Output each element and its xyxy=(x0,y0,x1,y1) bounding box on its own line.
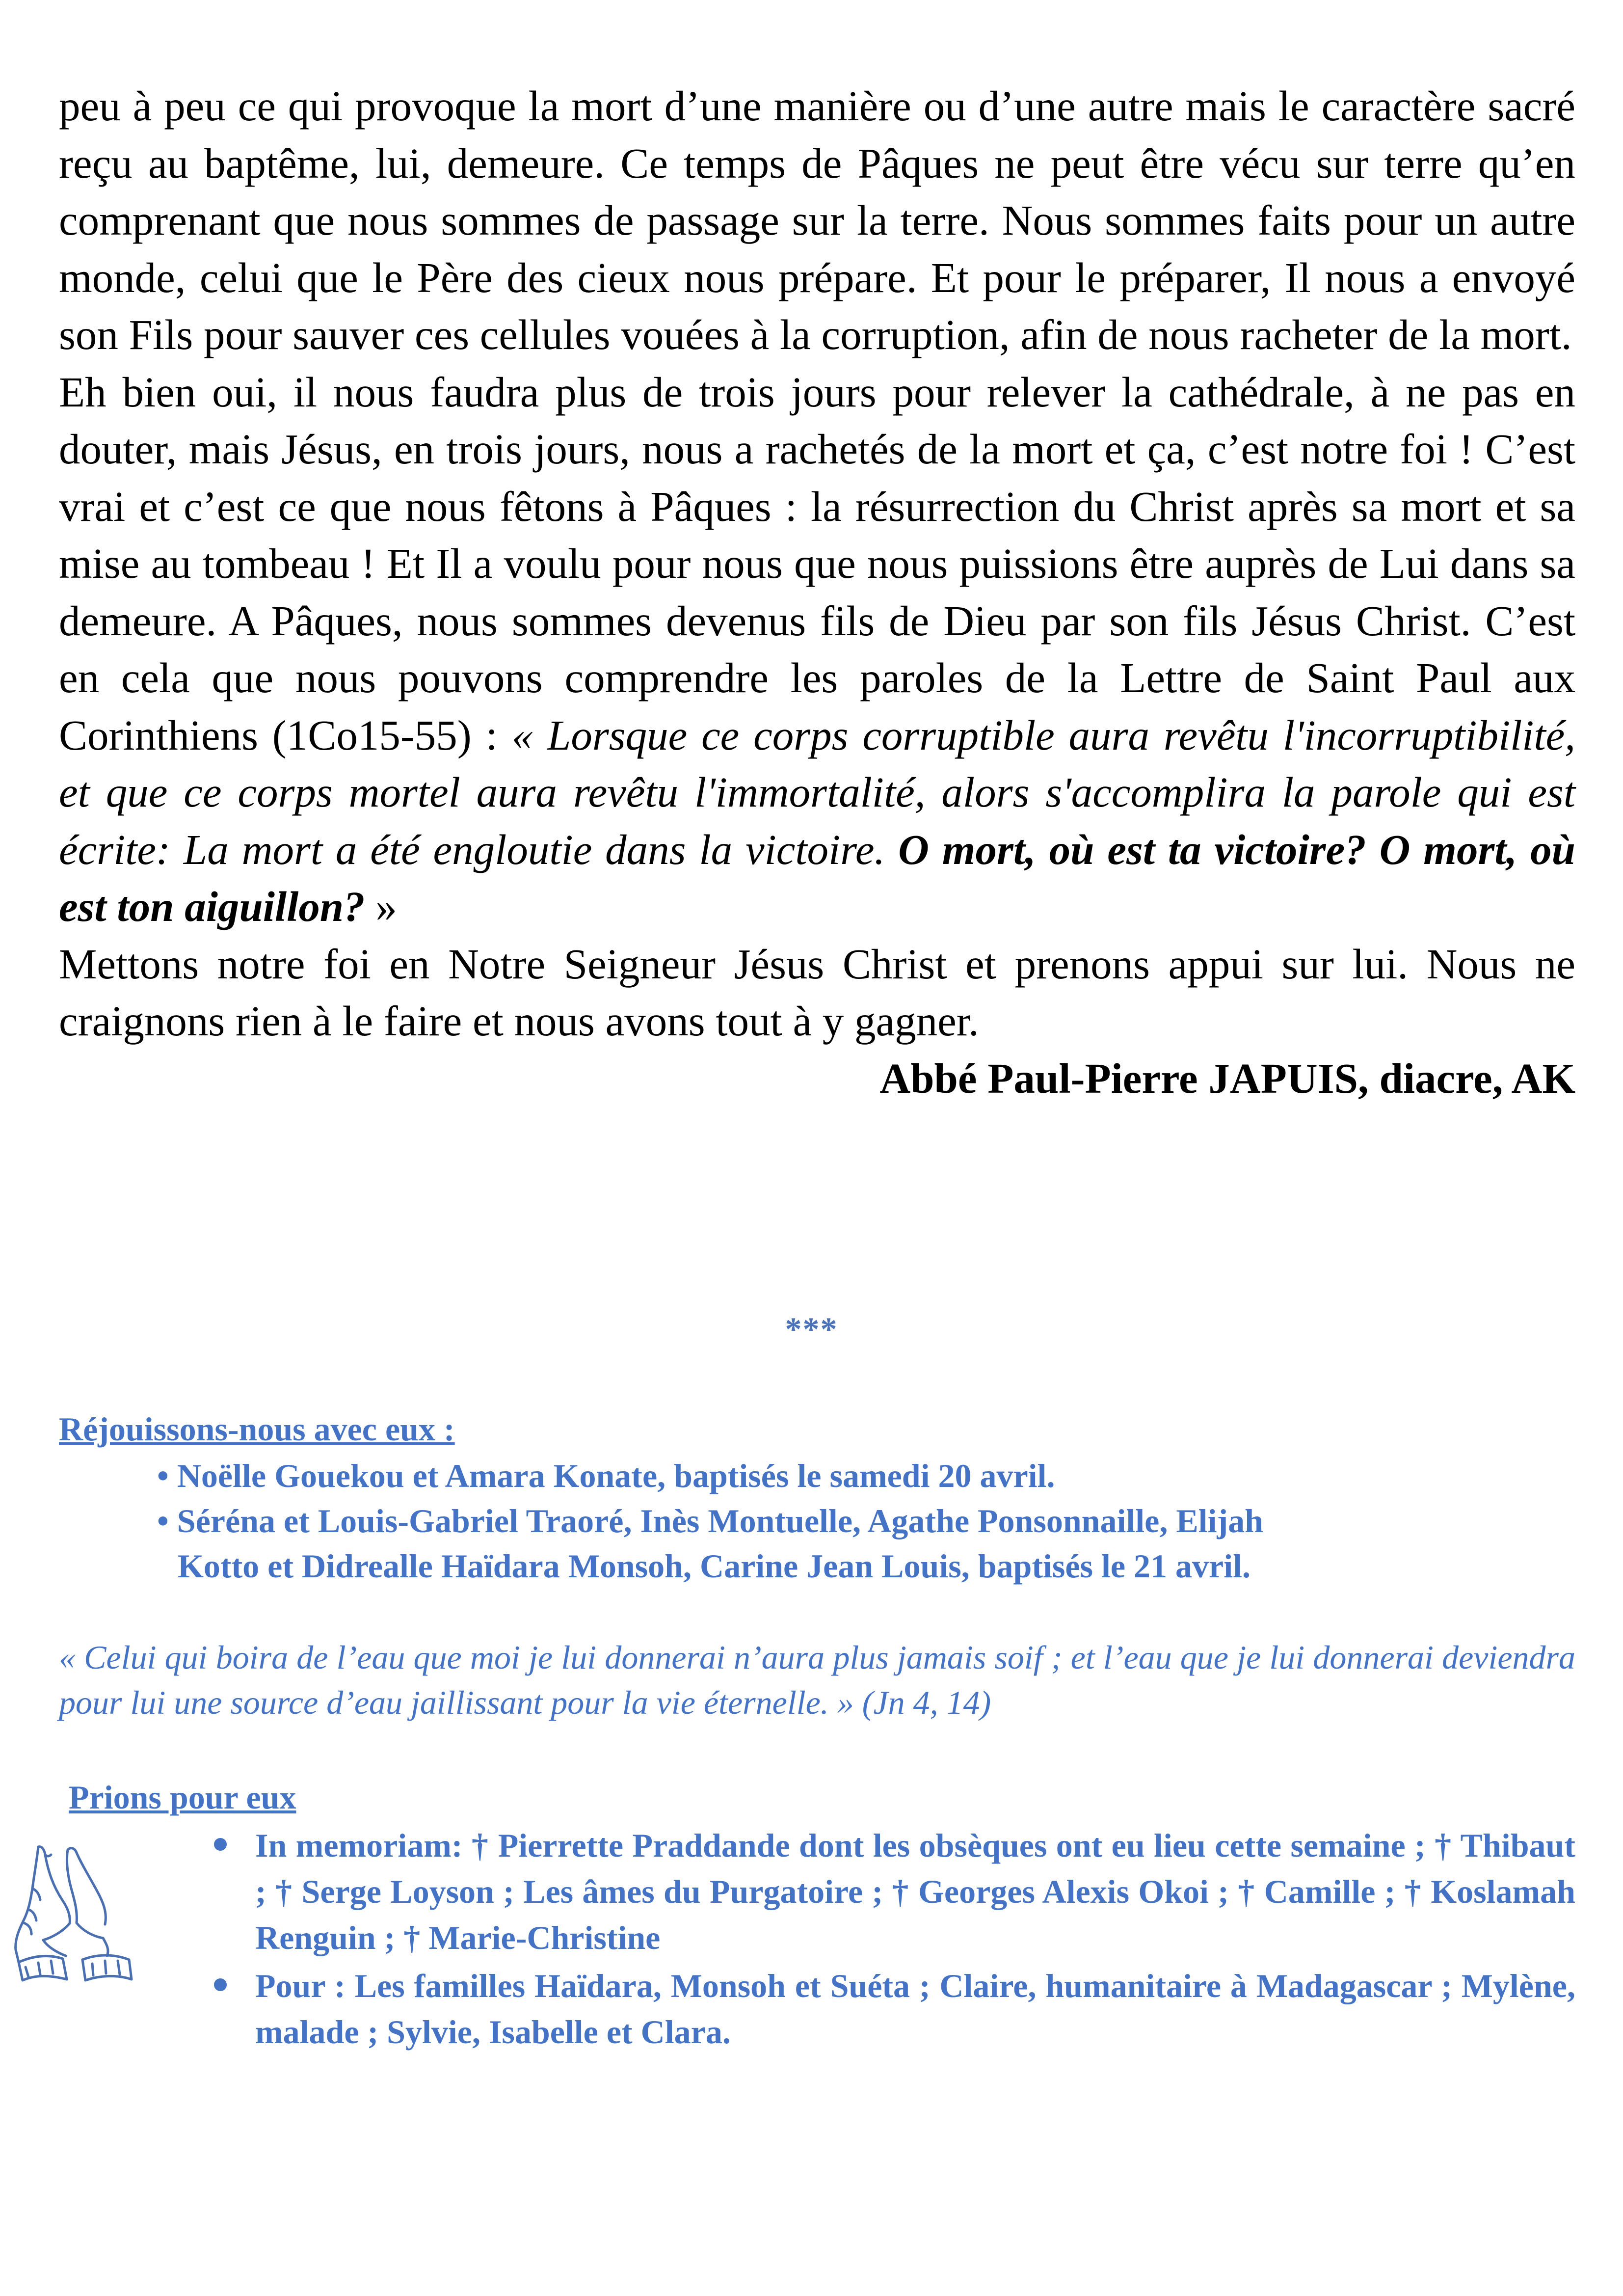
section-separator: *** xyxy=(785,1310,838,1348)
baptism-item xyxy=(157,1453,1521,1498)
article-paragraph-3: Mettons notre foi en Notre Seigneur Jésus Christ et prenons appui sur lui. Nous ne craignons rien à le faire et nous avons tout à y gagner. xyxy=(59,940,1575,1045)
baptism-list xyxy=(157,1453,1521,1589)
corinthians-quote-emphasis: O mort, où est ta victoire? O mort, où est ton aiguillon? xyxy=(59,825,1575,930)
quote-close: » xyxy=(365,883,397,930)
rejoice-heading: Réjouissons-nous avec eux : xyxy=(59,1410,455,1448)
author-signature: Abbé Paul-Pierre JAPUIS, diacre, AK xyxy=(879,1054,1575,1102)
prayer-item xyxy=(255,1963,1575,2055)
prayer-item xyxy=(255,1822,1575,1961)
article-body xyxy=(59,78,1575,1107)
prayer-item-text: Pour : Les familles Haïdara, Monsoh et Suéta ; Claire, humanitaire à Madagascar ; Mylène, malade ; Sylvie, Isabelle et Clara. xyxy=(255,1967,1575,2051)
bullet-icon xyxy=(214,1978,227,1991)
baptism-item-line: • Séréna et Louis-Gabriel Traoré, Inès Montuelle, Agathe Ponsonnaille, Elijah xyxy=(157,1502,1263,1540)
prayer-list xyxy=(255,1822,1575,2057)
article-paragraph-2 xyxy=(59,364,1575,936)
praying-hands-icon xyxy=(9,1827,141,1989)
baptism-item-line-continued: Kotto et Didrealle Haïdara Monsoh, Carine Jean Louis, baptisés le 21 avril. xyxy=(178,1547,1251,1585)
corinthians-quote: « Lorsque ce corps corruptible aura revêtu l'incorruptibilité, et que ce corps mortel aura revêtu l'immortalité, alors s'accomplira la parole qui est écrite: La mort a été engloutie dans la victoire. xyxy=(59,711,1575,873)
article-paragraph-2-text: Eh bien oui, il nous faudra plus de trois jours pour relever la cathédrale, à ne pas en douter, mais Jésus, en trois jours, nous a rachetés de la mort et ça, c’est notre foi ! C’est vrai et c’est ce que nous fêtons à Pâques : la résurrection du Christ après sa mort et sa mise au tombeau ! Et Il a voulu pour nous que nous puissions être auprès de Lui dans sa demeure. A Pâques, nous sommes devenus fils de Dieu par son fils Jésus Christ. C’est en cela que nous pouvons comprendre les paroles de la Lettre de Saint Paul aux Corinthiens (1Co15-55) : xyxy=(59,368,1575,759)
scripture-verse: « Celui qui boira de l’eau que moi je lui donnerai n’aura plus jamais soif ; et l’eau que je lui donnerai deviendra pour lui une source d’eau jaillissant pour la vie éternelle. » (Jn 4, 14) xyxy=(59,1639,1575,1721)
baptism-item-line: • Noëlle Gouekou et Amara Konate, baptisés le samedi 20 avril. xyxy=(157,1457,1055,1494)
baptism-item xyxy=(157,1498,1521,1589)
bullet-icon xyxy=(214,1838,227,1851)
pray-heading: Prions pour eux xyxy=(69,1779,296,1816)
prayer-item-text: In memoriam: † Pierrette Praddande dont les obsèques ont eu lieu cette semaine ; † Thibaut ; † Serge Loyson ; Les âmes du Purgatoire ; † Georges Alexis Okoi ; † Camille ; † Koslamah Renguin ; † Marie-Christine xyxy=(255,1827,1575,1956)
article-paragraph-1: peu à peu ce qui provoque la mort d’une manière ou d’une autre mais le caractère sacré reçu au baptême, lui, demeure. Ce temps de Pâques ne peut être vécu sur terre qu’en comprenant que nous sommes de passage sur la terre. Nous sommes faits pour un autre monde, celui que le Père des cieux nous prépare. Et pour le préparer, Il nous a envoyé son Fils pour sauver ces cellules vouées à la corruption, afin de nous racheter de la mort. xyxy=(59,82,1575,358)
